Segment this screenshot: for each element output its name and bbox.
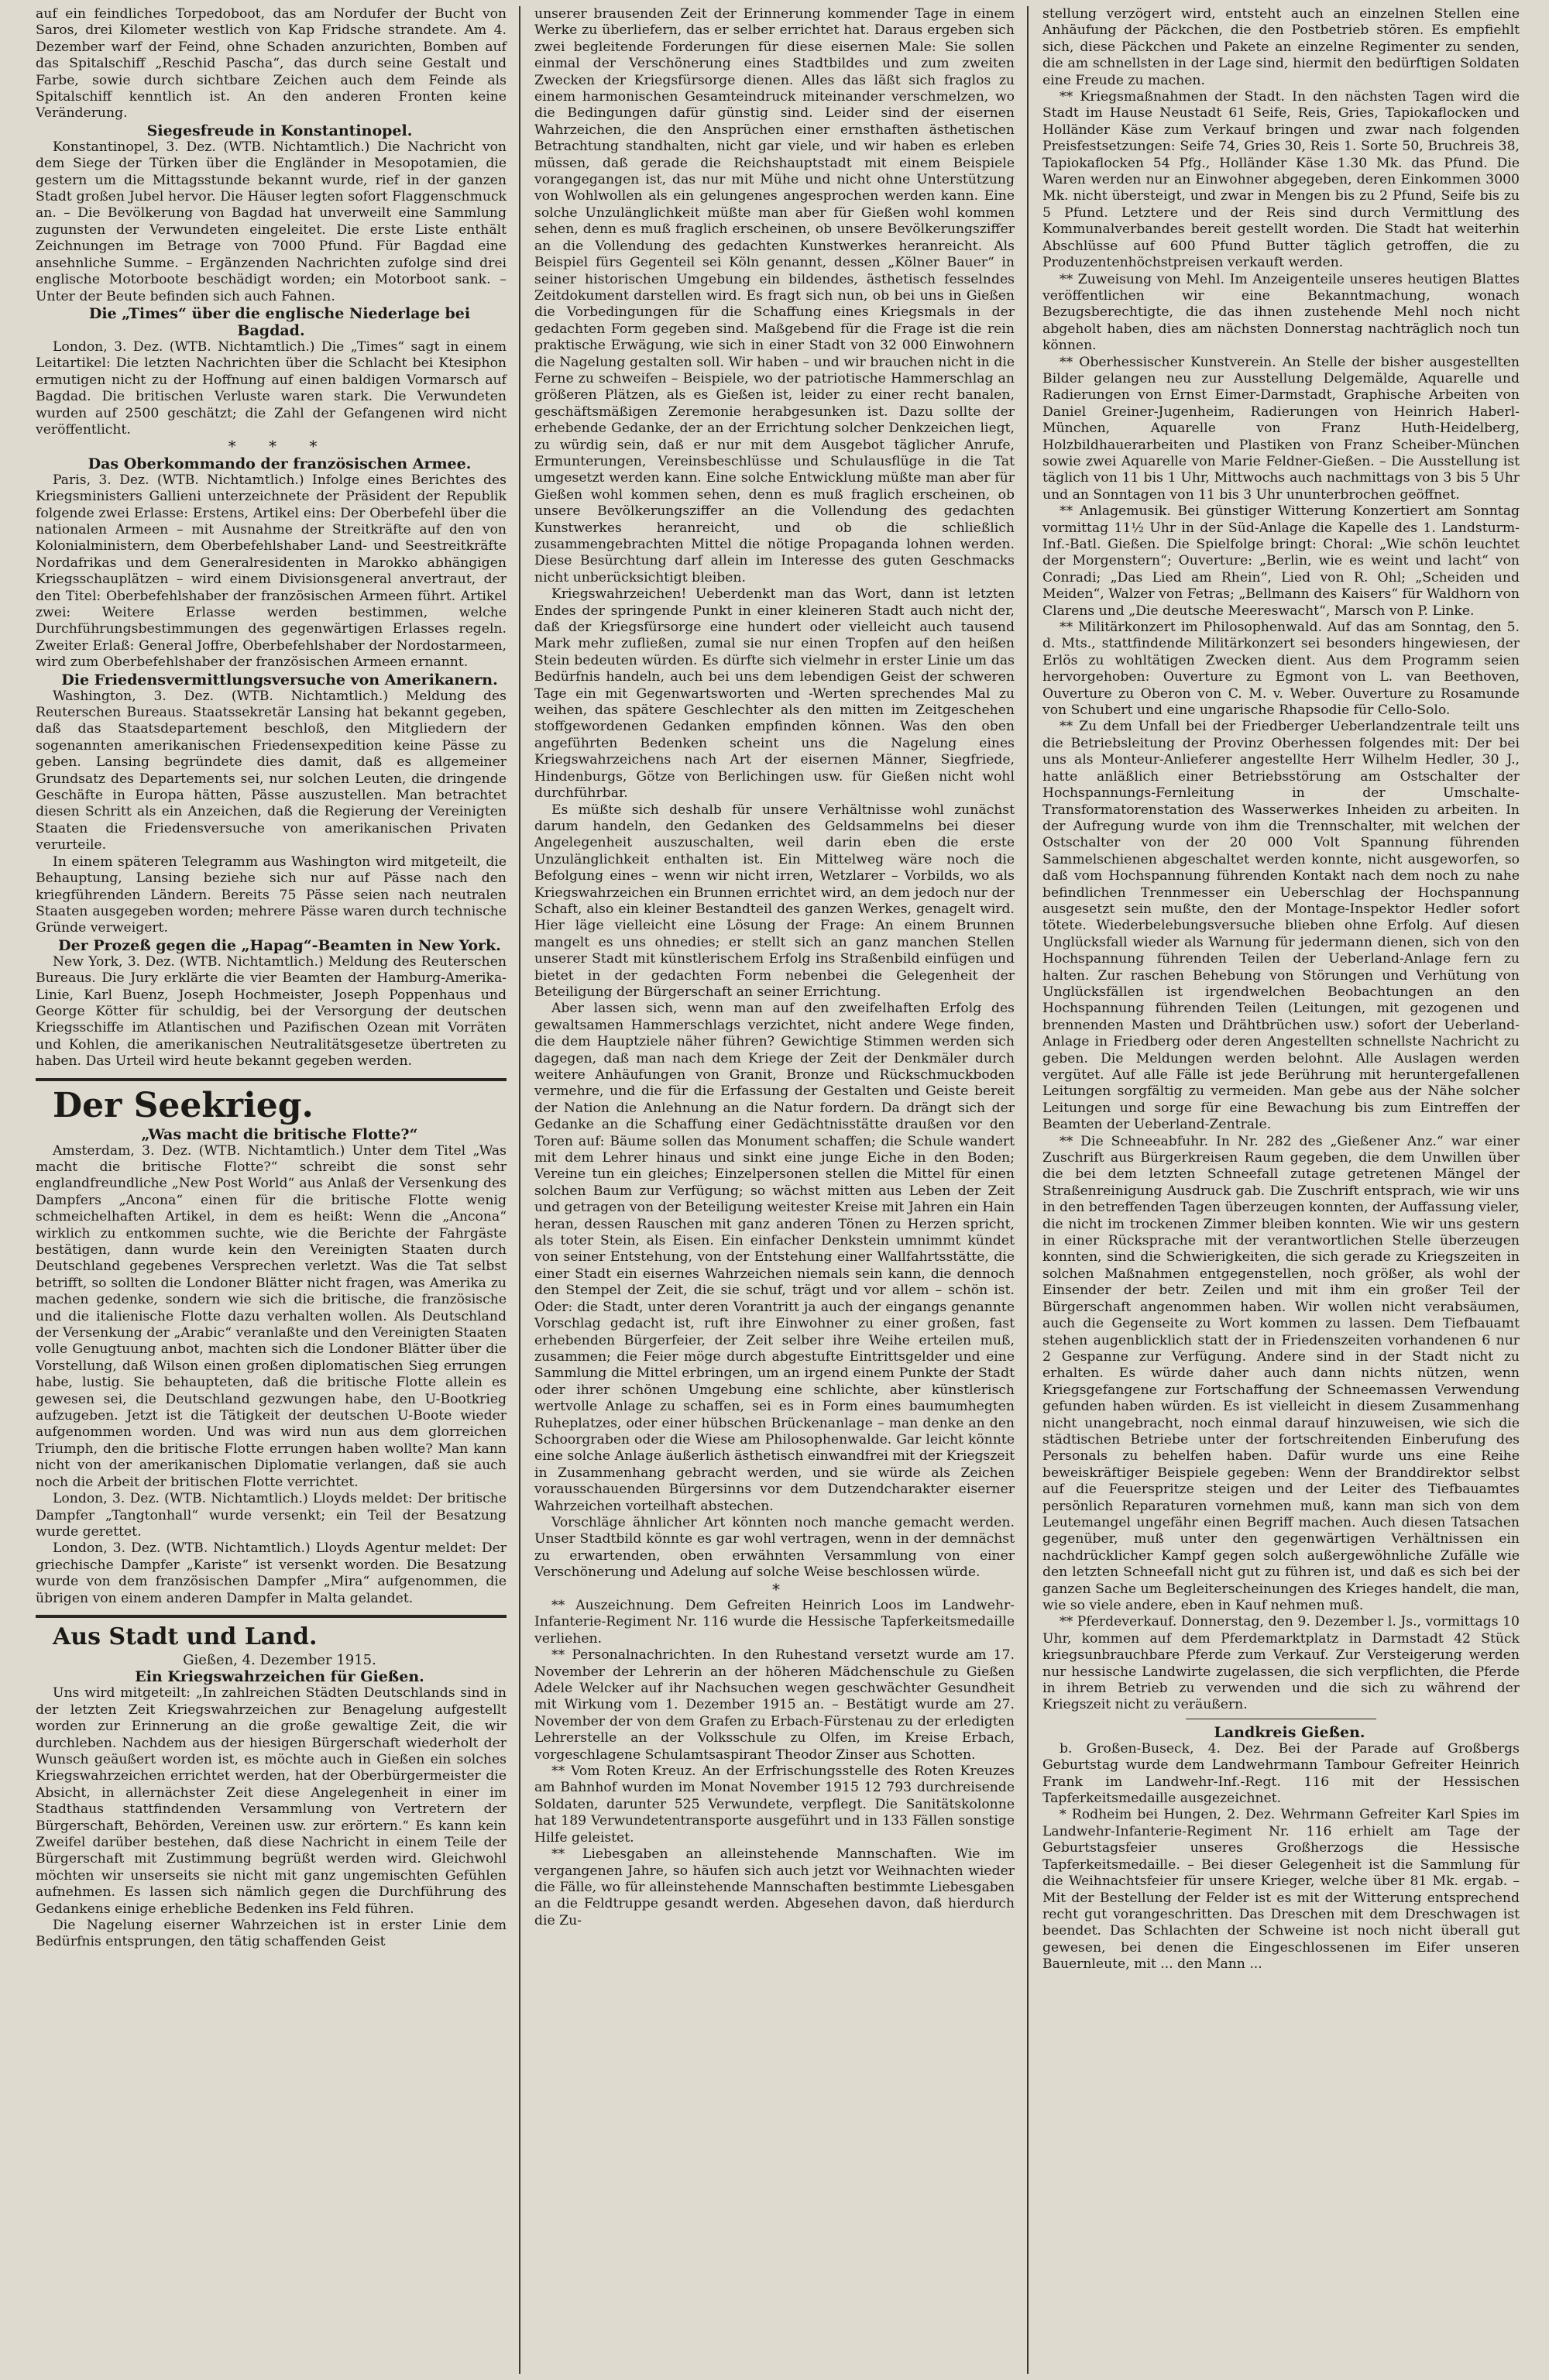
notice-kunstverein: ** Oberhessischer Kunstverein. An Stelle der bisher ausgestellten Bilder gelangen neu zur Ausstellung Delgemälde, Aquarelle und Radierungen von Ernst Eimer-Darmstadt, Graphische Arbeiten von Daniel Greiner-Jugenheim, Radierungen von Heinrich Haberl-München, Aquarelle von Franz Huth-Heidelberg, Holzbildhauerarbeiten und Plastiken von Franz Scheiber-München sowie zwei Aquarelle von Marie Feldner-Gießen. – Die Ausstellung ist täglich von 11 bis 1 Uhr, Mittwochs auch nachmittags von 3 bis 5 Uhr und an Sonntagen von 11 bis 3 Uhr ununterbrochen geöffnet.: [1042, 354, 1520, 503]
article-siegesfreude: Konstantinopel, 3. Dez. (WTB. Nichtamtlich.) Die Nachricht von dem Siege der Türken über die Engländer in Mesopotamien, die gestern um die Mittagsstunde bekannt wurde, rief in der ganzen Stadt großen Jubel hervor. Die Häuser legten sofort Flaggenschmuck an. – Die Bevölkerung von Bagdad hat unverweilt eine Sammlung zugunsten der Verwundeten eingeleitet. Die erste Liste enthält Zeichnungen im Betrage von 7000 Pfund. Für Bagdad eine ansehnliche Summe. – Ergänzenden Nachrichten zufolge sind drei englische Motorboote beschädigt worden; ein Motorboot sank. – Unter der Beute befinden sich auch Fahnen.: [36, 139, 507, 304]
article-kriegswahrzeichen-1: Uns wird mitgeteilt: „In zahlreichen Städten Deutschlands sind in der letzten Zeit Kriegswahrzeichen zur Benagelung aufgestellt worden zur Erinnerung an die große gewaltige Zeit, die wir durchleben. Nachdem aus der hiesigen Bürgerschaft wiederholt der Wunsch geäußert worden ist, es möchte auch in Gießen ein solches Kriegswahrzeichen errichtet werden, hat der Oberbürgermeister die Absicht, in allernächster Zeit diese Angelegenheit in einer im Stadthaus stattfindenden Versammlung von Vertretern der Bürgerschaft, Behörden, Vereinen usw. zur erörtern.“ Es kann kein Zweifel darüber bestehen, daß diese Nachricht in einem Teile der Bürgerschaft mit Zustimmung begrüßt werden wird. Gleichwohl möchten wir unserseits sie nicht mit ganz ungemischten Gefühlen aufnehmen. Es lassen sich nämlich gegen die Durchführung des Gedankens einige erhebliche Bedenken ins Feld führen.: [36, 1685, 507, 1917]
article-kriegswahrzeichen-7: Vorschläge ähnlicher Art könnten noch manche gemacht werden. Unser Stadtbild könnte es gar wohl vertragen, wenn in der demnächst zu erwartenden, oben erwähnten Versammlung von einer Verschönerung und Adelung auf solche Weise beschlossen würde.: [534, 1514, 1015, 1581]
notice-grossen-buseck: b. Großen-Buseck, 4. Dez. Bei der Parade auf Großbergs Geburtstag wurde dem Landwehrmann Tambour Gefreiter Heinrich Frank im Landwehr-Inf.-Regt. 116 mit der Hessischen Tapferkeitsmedaille ausgezeichnet.: [1042, 1740, 1520, 1807]
article-oberkommando: Paris, 3. Dez. (WTB. Nichtamtlich.) Infolge eines Berichtes des Kriegsministers Gallieni unterzeichnete der Präsident der Republik folgende zwei Erlasse: Erstens, Artikel eins: Der Oberbefehl über die nationalen Armeen – mit Ausnahme der Streitkräfte auf den von Kolonialministern, dem Oberbefehlshaber Land- und Seestreitkräfte Nordafrikas und dem Generalresidenten in Marokko abhängigen Kriegsschauplätzen – wird einem Divisionsgeneral anvertraut, der den Titel: Oberbefehlshaber der französischen Armeen führt. Artikel zwei: Weitere Erlasse werden bestimmen, welche Durchführungsbestimmungen des gegenwärtigen Erlasses regeln. Zweiter Erlaß: General Joffre, Oberbefehlshaber der Nordostarmeen, wird zum Oberbefehlshaber der französischen Armeen ernannt.: [36, 472, 507, 671]
column-rule-2: [1027, 6, 1029, 2374]
article-continued: auf ein feindliches Torpedoboot, das am Nordufer der Bucht von Saros, drei Kilometer westlich von Kap Fridsche strandete. Am 4. Dezember warf der Feind, ohne Schaden anzurichten, Bomben auf das Spitalschiff „Reschid Pascha“, das durch seine Gestalt und Farbe, sowie durch sichtbare Zeichen auch dem Feinde als Spitalschiff kenntlich ist. An den anderen Fronten keine Veränderung.: [36, 6, 507, 122]
article-kriegswahrzeichen-6: Aber lassen sich, wenn man auf den zweifelhaften Erfolg des gewaltsamen Hammerschlags verzichtet, nicht andere Wege finden, die dem Hauptziele näher führen? Gewichtige Stimmen werden sich dagegen, daß man nach dem Kriege der Zeit der Denkmäler durch weitere Anhäufungen von Granit, Bronze und Rückschmuckboden vermehre, und die für die Erfassung der Gestalten und Geiste bereit der Nation die Anlehnung an die Natur fordern. Da drängt sich der Gedanke an die Schaffung einer Gedächtnisstätte draußen vor den Toren auf: Bäume sollen das Monument schaffen; die Schule wandert mit dem Lehrer hinaus und sinkt eine junge Eiche in den Boden; Vereine tun ein gleiches; Einzelpersonen stellen die Mittel für einen solchen Baum zur Verfügung; so wächst mitten aus Leben der Zeit und getragen von der Beteiligung weitester Kreise mit Jahren ein Hain heran, dessen Rauschen mit ganz anderen Tönen zu Herzen spricht, als toter Stein, als Eisen. Ein einfacher Denkstein umnimmt kündet von seiner Entstehung, von der Entstehung einer Wallfahrtsstätte, die einer Stadt ein eisernes Wahrzeichen niemals sein kann, die dennoch den Stempel der Zeit, die sie schuf, trägt und vor allem – schön ist. Oder: die Stadt, unter deren Vorantritt ja auch der eingangs genannte Vorschlag gedacht ist, ruft ihre Einwohner zu einer großen, fast erhebenden Bürgerfeier, der Zeit selber ihre Weihe erteilen muß, zusammen; die Feier möge durch abgestufte Eintrittsgelder und eine Sammlung die Mittel erbringen, um an irgend einem Punkte der Stadt oder ihrer schönen Umgebung eine schlichte, aber künstlerisch wertvolle Anlage zu schaffen, sei es in Form eines baumumhegten Ruheplatzes, oder einer hübschen Brückenanlage – man denke an den Schoorgraben oder die Wiese am Philosophenwalde. Gar leicht könnte eine solche Anlage äußerlich ästhetisch einwandfrei mit der Kriegszeit in Zusammenhang gebracht werden, und sie würde als Zeichen vorausschauenden Bürgersinns vor dem Dutzendcharakter eiserner Wahrzeichen vorteilhaft abstechen.: [534, 1001, 1015, 1514]
headline-siegesfreude: Siegesfreude in Konstantinopel.: [146, 122, 413, 139]
article-london-1: London, 3. Dez. (WTB. Nichtamtlich.) Lloyds meldet: Der britische Dampfer „Tangtonhall“ wurde versenkt; ein Teil der Besatzung wurde gerettet.: [36, 1491, 507, 1540]
article-times: London, 3. Dez. (WTB. Nichtamtlich.) Die „Times“ sagt in einem Leitartikel: Die letzten Nachrichten über die Schlacht bei Ktesiphon ermutigen nicht zu der Hoffnung auf einen baldigen Vormarsch auf Bagdad. Die britischen Verluste waren stark. Die Verwundeten wurden auf 2500 geschätzt; die Zahl der Gefangenen wird nicht veröffentlicht.: [36, 338, 507, 438]
notice-schneeabfuhr: ** Die Schneeabfuhr. In Nr. 282 des „Gießener Anz.“ war einer Zuschrift aus Bürgerkreisen Raum gegeben, die dem Unwillen über die bei dem letzten Schneefall zutage getretenen Mängel der Straßenreinigung Ausdruck gab. Die Zuschrift entsprach, wie wir uns in den betreffenden Tagen überzeugen konnten, der Auffassung vieler, die nicht im trockenen Zimmer bleiben konnten. Wie wir uns gestern in einer Rücksprache mit der verantwortlichen Stelle überzeugen konnten, sind die Schwierigkeiten, die sich gerade zu Kriegszeiten in solchen Maßnahmen entgegenstellen, noch größer, als wohl der Einsender der betr. Zeilen und mit ihm ein großer Teil der Bürgerschaft angenommen haben. Wir wollen nicht verabsäumen, auch die Gegenseite zu Wort kommen zu lassen. Dem Tiefbauamt stehen augenblicklich statt der in Friedenszeiten vorhandenen 6 nur 2 Gespanne zur Verfügung. Andere sind in der Stadt nicht zu erhalten. Es würde daher auch dann nichts nützen, wenn Kriegsgefangene zur Fortschaffung der Schneemassen Verwendung gefunden haben würden. Es ist vielleicht in diesem Zusammenhang nicht unangebracht, noch einmal darauf hinzuweisen, wie sich die städtischen Betriebe unter der fortschreitenden Einberufung des Personals zu behelfen haben. Dafür wurde uns eine Reihe beweiskräftiger Beispiele gegeben: Wenn der Branddirektor selbst auf die Feuerspritze steigen und der Leiter des Tiefbauamtes persönlich Reparaturen vornehmen muß, kann man sich von dem Leutemangel ungefähr einen Begriff machen. Auch diesen Tatsachen gegenüber, muß unter den gegenwärtigen Verhältnissen ein nachdrücklicher Kampf gegen solch außergewöhnliche Zufälle wie den letzten Schneefall nicht gut zu führen ist, und daß es sich bei der ganzen Sache um Begleiterscheinungen des Krieges handelt, die man, wie so viele andere, eben in Kauf nehmen muß.: [1042, 1133, 1520, 1613]
notice-liebesgaben-cont: stellung verzögert wird, entsteht auch an einzelnen Stellen eine Anhäufung der Päckchen, die den Postbetrieb stören. Es empfiehlt sich, diese Päckchen und Pakete an einzelne Regimenter zu senden, die am schnellsten in der Lage sind, hiermit den bedürftigen Soldaten eine Freude zu machen.: [1042, 6, 1520, 88]
section-rule: [36, 1615, 507, 1618]
notice-mehl: ** Zuweisung von Mehl. Im Anzeigenteile unseres heutigen Blattes veröffentlichen wir eine Bekanntmachung, wonach Bezugsberechtigte, die das ihnen zustehende Mehl noch nicht abgeholt haben, dies am nächsten Donnerstag nachträglich noch tun können.: [1042, 271, 1520, 354]
headline-hapag: Der Prozeß gegen die „Hapag“-Beamten in New York.: [58, 936, 501, 954]
notice-pferdeverkauf: ** Pferdeverkauf. Donnerstag, den 9. Dezember l. Js., vormittags 10 Uhr, kommen auf dem Pferdemarktplatz in Darmstadt 42 Stück kriegsunbrauchbare Pferde zum Verkauf. Zur Versteigerung werden nur hessische Landwirte zugelassen, die sich verpflichten, die Pferde in ihrem Betrieb zu verwenden und die sich zu während der Kriegszeit nicht zu veräußern.: [1042, 1614, 1520, 1713]
notice-personalnachrichten: ** Personalnachrichten. In den Ruhestand versetzt wurde am 17. November der Lehrerin an der höheren Mädchenschule zu Gießen Adele Welcker auf ihr Nachsuchen wegen geschwächter Gesundheit mit Wirkung vom 1. Dezember 1915 an. – Bestätigt wurde am 27. November der von dem Grafen zu Erbach-Fürstenau zu der erledigten Lehrerstelle an der Volksschule zu Olfen, im Kreise Erbach, vorgeschlagene Schulamtsaspirant Theodor Zinser aus Schotten.: [534, 1647, 1015, 1763]
column-rule-1: [519, 6, 520, 2374]
separator-star: *: [772, 1579, 794, 1599]
notice-anlagemusik: ** Anlagemusik. Bei günstiger Witterung Konzertiert am Sonntag vormittag 11½ Uhr in der Süd-Anlage die Kapelle des 1. Landsturm-Inf.-Batl. Gießen. Die Spielfolge bringt: Choral: „Wie schön leuchtet der Morgenstern“; Ouverture: „Berlin, wie es weint und lacht“ von Conradi; „Das Lied am Rhein“, Lied von R. Ohl; „Scheiden und Meiden“, Walzer von Fetras; „Bellmann des Kaisers“ für Waldhorn von Clarens und „Die deutsche Meereswacht“, Marsch von P. Linke.: [1042, 503, 1520, 619]
column-1: [25, 6, 517, 2374]
notice-liebesgaben: ** Liebesgaben an alleinstehende Mannschaften. Wie im vergangenen Jahre, so häufen sich auch jetzt vor Weihnachten wieder die Fälle, wo für alleinstehende Mannschaften bestimmte Liebesgaben an die Feldtruppe gesandt werden. Abgesehen davon, daß hierdurch die Zu-: [534, 1846, 1015, 1928]
section-rule: [36, 1078, 507, 1081]
headline-flotte: „Was macht die britische Flotte?“: [141, 1125, 418, 1143]
article-kriegswahrzeichen-4: Kriegswahrzeichen! Ueberdenkt man das Wort, dann ist letzten Endes der springende Punkt in einer kleineren Stadt auch nicht der, daß der Kriegsfürsorge eine hundert oder vielleicht auch tausend Mark mehr zufließen, zumal sie nur einen Tropfen auf den heißen Stein bedeuten würden. Es dürfte sich vielmehr in erster Linie um das Bedürfnis handeln, auch bei uns dem lebendigen Geist der schweren Tage ein mit Gegenwartsworten und -Werten sprechendes Mal zu weihen, das spätere Geschlechter als den mitten im Zeitgeschehen stoffgewordenen Gedanken empfinden können. Was den oben angeführten Bedenken scheint uns die Nagelung eines Kriegswahrzeichens nach Art der eisernen Männer, Siegfriede, Hindenburgs, Götze von Berlichingen usw. für Gießen nicht wohl durchführbar.: [534, 586, 1015, 802]
headline-times: Die „Times“ über die englische Niederlage bei Bagdad.: [88, 304, 471, 339]
headline-friedensvermittlung: Die Friedensvermittlungsversuche von Amerikanern.: [61, 671, 498, 689]
notice-auszeichnung: ** Auszeichnung. Dem Gefreiten Heinrich Loos im Landwehr-Infanterie-Regiment Nr. 116 wurde die Hessische Tapferkeitsmedaille verliehen.: [534, 1598, 1015, 1647]
article-friedensvermittlung-1: Washington, 3. Dez. (WTB. Nichtamtlich.) Meldung des Reuterschen Bureaus. Staatssekretär Lansing hat bekannt gegeben, daß das Staatsdepartement beschloß, den Mitgliedern der sogenannten amerikanischen Friedensexpedition keine Pässe zu geben. Lansing begründete dies damit, daß es allgemeiner Grundsatz des Departements sei, nur solchen Leuten, die dringende Geschäfte in Europa hätten, Pässe auszustellen. Man betrachtet diesen Schritt als ein Anzeichen, daß die Regierung der Vereinigten Staaten die Friedensversuche von amerikanischen Privaten verurteile.: [36, 688, 507, 853]
article-kriegswahrzeichen-5: Es müßte sich deshalb für unsere Verhältnisse wohl zunächst darum handeln, den Gedanken des Geldsammelns bei dieser Angelegenheit auszuschalten, weil darin eben die erste Unzulänglichkeit enthalten ist. Ein Mittelweg wäre noch die Befolgung eines – wenn wir nicht irren, Wetzlarer – Vorbilds, wo als Kriegswahrzeichen ein Brunnen errichtet wird, an dem jedoch nur der Schaft, also ein kleiner Bestandteil des ganzen Werkes, genagelt wird. Hier läge vielleicht eine Lösung der Frage: An einem Brunnen mangelt es uns ohnedies; er stellt sich an ganz manchen Stellen unserer Stadt mit künstlerischem Erfolg ins Straßenbild einfügen und bietet in der gedachten Form nebenbei die Gelegenheit der Beteiligung der Bürgerschaft an seiner Errichtung.: [534, 802, 1015, 1000]
article-kriegswahrzeichen-3: unserer brausenden Zeit der Erinnerung kommender Tage in einem Werke zu überliefern, das er selber errichtet hat. Daraus ergeben sich zwei begleitende Forderungen für diese eisernen Male: Sie sollen einmal der Verschönerung eines Stadtbildes und zum zweiten Zwecken der Kriegsfürsorge dienen. Alles das läßt sich fraglos zu einem harmonischen Gesamteindruck miteinander verschmelzen, wo die Bedingungen dafür günstig sind. Leider sind der eisernen Wahrzeichen, die den Ansprüchen einer ernsthaften ästhetischen Betrachtung standhalten, nicht gar viele, und wir haben es erleben müssen, daß gerade die Reichshauptstadt mit einem Beispiele vorangegangen ist, das nur mit Mühe und nicht ohne Unterstützung von Wohlwollen als ein gelungenes angesprochen werden kann. Eine solche Unzulänglichkeit müßte man aber für Gießen wohl kommen sehen, denn es muß fraglich erscheinen, ob unsere Bevölkerungsziffer an die Vollendung des gedachten Kunstwerkes heranreicht. Als Beispiel fürs Gegenteil sei Köln genannt, dessen „Kölner Bauer“ in seiner historischen Umgebung ein bildendes, ästhetisch fesselndes Zeitdokument darstellen wird. Es fragt sich nun, ob bei uns in Gießen die Vorbedingungen für die Schaffung eines Kriegsmals in der gedachten Form gegeben sind. Maßgebend für die Frage ist die rein praktische Erwägung, wie sich in einer Stadt von 32 000 Einwohnern die Nagelung gestalten soll. Wir haben – und wir brauchen nicht in die Ferne zu schweifen – Beispiele, wo der patriotische Hammerschlag an größeren Plätzen, als es Gießen ist, leider zu einer recht banalen, geschäftsmäßigen Zeremonie herabgesunken ist. Dazu sollte der erhebende Gedanke, der an der Errichtung solcher Denkzeichen liegt, zu würdig sein, daß er nur mit dem Ausgebot täglicher Anrufe, Ermunterungen, Vereinsbeschlüsse und Schulausflüge in die Tat umgesetzt werden kann. Eine solche Entwicklung müßte man aber für Gießen wohl kommen sehen, denn es muß fraglich erscheinen, ob unsere Bevölkerungsziffer an die Vollendung des gedachten Kunstwerkes heranreicht, und ob die schließlich zusammengebrachten Mittel die nötige Propaganda lohnen werden. Diese Besürchtung darf allein im Interesse des guten Geschmacks nicht unberücksichtigt bleiben.: [534, 6, 1015, 586]
article-friedensvermittlung-2: In einem späteren Telegramm aus Washington wird mitgeteilt, die Behauptung, Lansing beziehe sich nur auf Pässe nach den kriegführenden Ländern. Bereits 75 Pässe seien nach neutralen Staaten ausgegeben worden; mehrere Pässe waren durch technische Gründe verweigert.: [36, 853, 507, 936]
headline-kriegswahrzeichen: Ein Kriegswahrzeichen für Gießen.: [135, 1668, 424, 1686]
dateline: Gießen, 4. Dezember 1915.: [183, 1651, 376, 1668]
separator-stars: * * *: [228, 437, 331, 456]
column-3: [1032, 6, 1530, 2374]
headline-landkreis: Landkreis Gießen.: [1214, 1723, 1365, 1741]
notice-rotes-kreuz: ** Vom Roten Kreuz. An der Erfrischungsstelle des Roten Kreuzes am Bahnhof wurden im Monat November 1915 12 793 durchreisende Soldaten, darunter 525 Verwundete, verpflegt. Die Sanitätskolonne hat 189 Verwundetentransporte ausgeführt und in 133 Fällen sonstige Hilfe geleistet.: [534, 1764, 1015, 1846]
notice-kriegsmassnahmen: ** Kriegsmaßnahmen der Stadt. In den nächsten Tagen wird die Stadt im Hause Neustadt 61 Seife, Reis, Gries, Tapiokaflocken und Holländer Käse zum Verkauf bringen und zwar nach folgenden Preisfestsetzungen: Seife 74, Gries 30, Reis 1. Sorte 50, Bruchreis 38, Tapiokaflocken 54 Pfg., Holländer Käse 1.30 Mk. das Pfund. Die Waren werden nur an Einwohner abgegeben, deren Einkommen 3000 Mk. nicht übersteigt, und zwar in Mengen bis zu 2 Pfund, Seife bis zu 5 Pfund. Letztere und der Reis sind durch Vermittlung des Kommunalverbandes bereit gestellt worden. Die Stadt hat weiterhin Abschlüsse auf 600 Pfund Butter täglich getroffen, die zu Produzentenhöchstpreisen verkauft werden.: [1042, 89, 1520, 271]
section-title-seekrieg: Der Seekrieg.: [53, 1085, 314, 1125]
notice-militaerkonzert: ** Militärkonzert im Philosophenwald. Auf das am Sonntag, den 5. d. Mts., stattfindende Militärkonzert sei besonders hingewiesen, der Erlös zu wohltätigen Zwecken dient. Aus dem Programm seien hervorgehoben: Ouverture zu Egmont von L. van Beethoven, Ouverture zu Oberon von C. M. v. Weber. Ouverture zu Rosamunde von Schubert und eine ungarische Rhapsodie für Cello-Solo.: [1042, 620, 1520, 719]
section-title-stadt-und-land: Aus Stadt und Land.: [53, 1623, 318, 1650]
notice-unfall: ** Zu dem Unfall bei der Friedberger Ueberlandzentrale teilt uns die Betriebsleitung der Provinz Oberhessen folgendes mit: Der bei uns als Monteur-Anlieferer angestellte Herr Wilhelm Hedler, 30 J., hatte anläßlich einer Betriebsstörung am Ostschalter der Hochspannungs-Fernleitung in der Umschalte-Transformatorenstation des Wasserwerkes Inheiden zu arbeiten. In der Aufregung wurde von ihm die Trennschalter, mit welchen der Ostschalter von der 20 000 Volt Spannung führenden Sammelschienen abgeschaltet werden konnte, nicht ausgeworfen, so daß vom Hochspannung führenden Kontakt nach dem noch zu nahe befindlichen Trennmesser ein Ueberschlag der Hochspannung ausgesetzt sein mußte, den der Montage-Inspektor Hedler sofort tötete. Wiederbelebungsversuche blieben ohne Erfolg. Auf diesen Unglücksfall wieder als Warnung für jedermann dienen, sich von den Hochspannung führenden Teilen der Ueberland-Anlage fern zu halten. Zur raschen Behebung von Störungen und Verhütung von Unglücksfällen ist irgendwelchen Beobachtungen an den Hochspannung führenden Teilen (Leitungen, mit gezogenen und brennenden Masten und Drähtbrüchen usw.) sofort der Ueberland-Anlage in Friedberg oder deren Angestellten schnellste Nachricht zu geben. Die Meldungen werden belohnt. Alle Auslagen werden vergütet. Auf alle Fälle ist jede Berührung mit heruntergefallenen Leitungen sorgfältig zu vermeiden. Man gebe aus der Nähe solcher Leitungen und sorge für eine Bewachung bis zum Eintreffen der Beamten der Ueberland-Zentrale.: [1042, 719, 1520, 1133]
notice-rodheim: * Rodheim bei Hungen, 2. Dez. Wehrmann Gefreiter Karl Spies im Landwehr-Infanterie-Regiment Nr. 116 erhielt am Tage der Geburtstagsfeier unseres Großherzogs die Hessische Tapferkeitsmedaille. – Bei dieser Gelegenheit ist die Sammlung für die Weihnachtsfeier für unsere Krieger, welche über 81 Mk. ergab. – Mit der Bestellung der Felder ist es mit der Witterung entsprechend recht gut vorangeschritten. Das Dreschen mit dem Dreschwagen ist beendet. Das Schlachten der Schweine ist noch nicht überall gut gewesen, bei denen die Eingeschlossenen im Eifer unseren Bauernleute, mit ... den Mann ...: [1042, 1807, 1520, 1973]
article-flotte: Amsterdam, 3. Dez. (WTB. Nichtamtlich.) Unter dem Titel „Was macht die britische Flotte?“ schreibt die sonst sehr englandfreundliche „New Post World“ aus Anlaß der Versenkung des Dampfers „Ancona“ einen für die britische Flotte wenig schmeichelhaften Artikel, in dem es heißt: Wenn die „Ancona“ wirklich zu entkommen suchte, wie die Berichte der Fahrgäste bestätigen, dann wurde kein den Vereinigten Staaten durch Deutschland gegebenes Versprechen verletzt. Was die Tat selbst betrifft, so sollten die Londoner Blätter nicht fragen, was Amerika zu machen gedenke, sondern wie sich die britische, die französische und die italienische Flotte dazu verhalten wollen. Als Deutschland der Versenkung der „Arabic“ veranlaßte und den Vereinigten Staaten volle Genugtuung anbot, machten sich die Londoner Blätter über die Vorstellung, daß Wilson einen großen diplomatischen Sieg errungen habe, lustig. Sie behaupteten, daß die britische Flotte allein es gewesen sei, die Deutschland gezwungen habe, den U-Bootkrieg aufzugeben. Jetzt ist die Tätigkeit der deutschen U-Boote wieder aufgenommen worden. Und was wird nun aus dem glorreichen Triumph, den die britische Flotte errungen haben wollte? Man kann nicht von der amerikanischen Diplomatie verlangen, daß sie auch noch die Arbeit der britischen Flotte verrichtet.: [36, 1142, 507, 1490]
article-kriegswahrzeichen-2: Die Nagelung eiserner Wahrzeichen ist in erster Linie dem Bedürfnis entsprungen, den tätig schaffenden Geist: [36, 1918, 507, 1950]
headline-oberkommando: Das Oberkommando der französischen Armee.: [88, 455, 472, 472]
article-london-2: London, 3. Dez. (WTB. Nichtamtlich.) Lloyds Agentur meldet: Der griechische Dampfer „Kariste“ ist versenkt worden. Die Besatzung wurde von dem französischen Dampfer „Mira“ aufgenommen, die übrigen von einem anderen Dampfer in Malta gelandet.: [36, 1540, 507, 1606]
column-2: [524, 6, 1025, 2374]
article-hapag: New York, 3. Dez. (WTB. Nichtamtlich.) Meldung des Reuterschen Bureaus. Die Jury erklärte die vier Beamten der Hamburg-Amerika-Linie, Karl Buenz, Joseph Hochmeister, Joseph Poppenhaus und George Kötter für schuldig, bei der Versorgung der deutschen Kriegsschiffe im Atlantischen und Pazifischen Ozean mit Vorräten und Kohlen, die amerikanischen Neutralitätsgesetze übertreten zu haben. Das Urteil wird heute bekannt gegeben werden.: [36, 953, 507, 1070]
